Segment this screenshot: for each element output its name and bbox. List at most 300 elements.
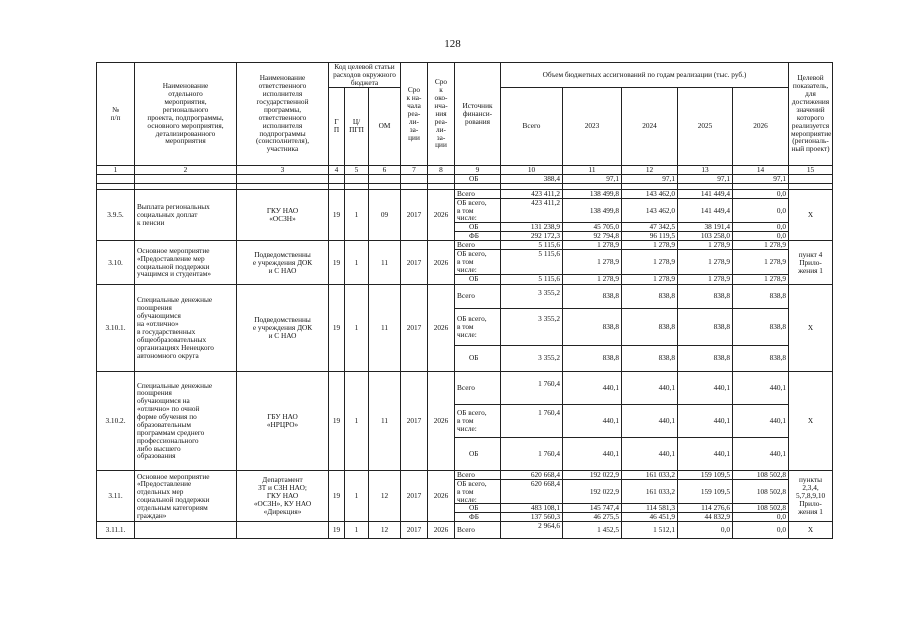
start-year-cell: 2017: [401, 189, 428, 241]
value-cell-2024: 1 278,9: [622, 241, 678, 250]
value-cell-2023: 145 747,4: [563, 504, 622, 513]
executor-cell: [237, 241, 329, 285]
value-cell-2026: 838,8: [733, 284, 789, 308]
source-cell: [455, 223, 501, 232]
gp-cell: 19: [329, 241, 345, 285]
header-start-line: за-: [409, 124, 419, 134]
measure-name-line: программам среднего: [137, 427, 205, 437]
header-start: [401, 63, 428, 166]
table-row: [97, 174, 833, 183]
om-cell: 11: [369, 241, 401, 285]
header-indicator-line: Целевой: [797, 73, 824, 83]
empty-cell: [135, 174, 237, 183]
om-cell: 12: [369, 470, 401, 522]
row-number: 3.10.2.: [97, 371, 135, 470]
end-year-cell: 2026: [428, 189, 455, 241]
header-end-line: око-: [434, 93, 448, 103]
measure-name-line: «отлично» по очной: [137, 404, 200, 414]
header-start-line: ции: [408, 132, 420, 142]
value-cell-2026: 1 278,9: [733, 250, 789, 275]
measure-name: [135, 522, 237, 539]
value-cell-2025: 159 109,5: [678, 470, 733, 479]
total-cell-line: 5 115,6: [538, 274, 560, 284]
header-executor-line: государственной: [256, 97, 309, 107]
total-cell: [501, 274, 563, 284]
header-indicator-line: которого: [796, 112, 825, 122]
header-indicator-line: реализуется: [791, 120, 830, 130]
value-cell-2026: 838,8: [733, 345, 789, 371]
gp-cell: 19: [329, 522, 345, 539]
total-cell-line: 2 964,6: [538, 521, 560, 531]
header-row: [97, 63, 833, 88]
value-cell-2024: 1 512,1: [622, 522, 678, 539]
start-year-cell: 2017: [401, 522, 428, 539]
header-gp: [329, 87, 345, 165]
header-executor-line: Наименование: [259, 73, 306, 83]
value-cell-2024: 96 119,5: [622, 232, 678, 241]
empty-cell: [401, 174, 428, 183]
value-cell-2025: 838,8: [678, 284, 733, 308]
executor-cell: [237, 522, 329, 539]
indicator-cell-line: пункт 4: [798, 249, 823, 259]
header-executor: [237, 63, 329, 166]
header-indicator-line: мероприятие: [791, 128, 832, 138]
value-cell-2026: 0,0: [733, 522, 789, 539]
executor-cell-line: «ОСЗН», КУ НАО: [253, 499, 312, 509]
column-number: 5: [345, 165, 369, 174]
value-cell-2025: 114 276,6: [678, 504, 733, 513]
indicator-cell-line: жения 1: [798, 506, 823, 516]
source-cell-line: ОБ всего,: [457, 314, 487, 324]
header-start-line: к на-: [406, 93, 422, 103]
total-cell-line: 131 238,9: [530, 222, 560, 232]
value-cell-2024: 838,8: [622, 284, 678, 308]
header-end-line: к: [439, 85, 443, 95]
measure-name-line: поощрения: [137, 388, 172, 398]
end-year-cell: 2026: [428, 470, 455, 522]
total-cell: 388,4: [501, 174, 563, 183]
value-cell-2024: 47 342,5: [622, 223, 678, 232]
total-cell: [501, 189, 563, 198]
value-cell-2026: 1 278,9: [733, 241, 789, 250]
source-cell-line: в том: [457, 415, 474, 425]
start-year-cell: 2017: [401, 241, 428, 285]
executor-cell: [237, 470, 329, 522]
header-end-line: нча-: [434, 101, 448, 110]
value-cell-2026: 0,0: [733, 198, 789, 223]
measure-name-line: отдельным категориям: [137, 503, 208, 512]
value-cell-2025: 440,1: [678, 371, 733, 404]
gp-cell: 19: [329, 470, 345, 522]
indicator-cell-line: Х: [807, 210, 814, 219]
value-cell-2023: 192 022,9: [563, 479, 622, 504]
total-cell: [501, 513, 563, 522]
header-code-group-line: расходов окружного: [333, 69, 396, 79]
budget-table: [96, 62, 833, 539]
header-code-group-line: Код целевой статьи: [334, 62, 395, 71]
header-2025: 2025: [678, 87, 733, 165]
total-cell-line: 3 355,2: [538, 314, 560, 324]
indicator-cell: [789, 371, 833, 470]
om-cell: 11: [369, 284, 401, 371]
value-cell-2024: 440,1: [622, 437, 678, 470]
pgp-cell: 1: [345, 470, 369, 522]
value-cell-2023: 92 794,8: [563, 232, 622, 241]
total-cell-line: [503, 214, 560, 222]
header-2023: 2023: [563, 87, 622, 165]
value-cell-2026: 838,8: [733, 308, 789, 345]
indicator-cell: [789, 284, 833, 371]
measure-name-line: отдельных мер: [137, 487, 184, 497]
value-cell-2025: 38 191,4: [678, 223, 733, 232]
page-number: 128: [444, 38, 461, 50]
total-cell-line: [503, 417, 560, 425]
measure-name-line: в государственных: [137, 326, 196, 336]
source-cell: [455, 189, 501, 198]
value-cell-2023: 1 452,5: [563, 522, 622, 539]
executor-cell: [237, 284, 329, 371]
value-cell-2023: 440,1: [563, 437, 622, 470]
header-executor-line: участника: [266, 144, 299, 154]
header-pgp-line: Ц/: [352, 117, 361, 127]
total-cell-line: [503, 296, 560, 304]
total-cell-line: [503, 266, 560, 274]
header-num-line: п/п: [110, 112, 121, 122]
header-code-group-line: бюджета: [350, 77, 379, 87]
header-pgp: [345, 87, 369, 165]
measure-name-line: общеобразовательных: [137, 334, 207, 344]
header-source-line: финанси-: [462, 108, 493, 118]
empty-cell: [329, 174, 345, 183]
header-executor-line: исполнителя: [262, 120, 303, 130]
value-cell-2025: 141 449,4: [678, 198, 733, 223]
value-cell-2024: 143 462,0: [622, 198, 678, 223]
empty-cell: [369, 174, 401, 183]
source-cell-line: числе:: [457, 265, 477, 274]
measure-name: [135, 470, 237, 522]
executor-cell-line: «Дирекция»: [263, 506, 302, 516]
executor-cell-line: е учреждения ДОК: [252, 257, 313, 267]
total-cell: [501, 404, 563, 437]
indicator-cell-line: Прило-: [799, 499, 822, 509]
table-row: [97, 241, 833, 250]
value-cell-2025: 838,8: [678, 308, 733, 345]
gp-cell: 19: [329, 284, 345, 371]
total-cell: [501, 223, 563, 232]
empty-cell: [237, 174, 329, 183]
indicator-cell: [789, 470, 833, 522]
header-executor-line: ответственного: [258, 81, 307, 91]
value-cell-2024: 838,8: [622, 345, 678, 371]
value-cell-2026: 0,0: [733, 232, 789, 241]
total-cell: [501, 479, 563, 504]
om-cell: 11: [369, 371, 401, 470]
measure-name-line: на «отлично»: [137, 319, 179, 328]
measure-name-line: социальной поддержки: [137, 495, 210, 505]
value-cell-2026: 440,1: [733, 404, 789, 437]
source-cell: [455, 470, 501, 479]
total-cell: [501, 522, 563, 539]
value-cell-2025: 1 278,9: [678, 274, 733, 284]
column-number: 7: [401, 165, 428, 174]
column-number-row: [97, 165, 833, 174]
indicator-cell: [789, 189, 833, 241]
column-number: 2: [135, 165, 237, 174]
end-year-cell: 2026: [428, 241, 455, 285]
column-number: 13: [678, 165, 733, 174]
total-cell-line: [503, 258, 560, 266]
source-cell-line: ФБ: [469, 231, 479, 241]
total-cell-line: [503, 488, 560, 496]
column-number: 6: [369, 165, 401, 174]
value-cell-2026: 97,1: [733, 174, 789, 183]
value-cell-2025: 44 832,9: [678, 513, 733, 522]
header-end-line: реа-: [434, 116, 448, 126]
value-cell-2026: 0,0: [733, 513, 789, 522]
total-cell-line: [503, 323, 560, 331]
header-start-line: Сро: [407, 85, 421, 95]
executor-cell-line: Подведомственны: [254, 249, 311, 259]
executor-cell-line: «НРЦРО»: [266, 419, 299, 429]
row-number: 3.11.1.: [97, 522, 135, 539]
header-name: [135, 63, 237, 166]
header-end-line: за-: [436, 132, 446, 142]
value-cell-2026: 1 278,9: [733, 274, 789, 284]
measure-name-line: Специальные денежные: [137, 380, 213, 390]
value-cell-2023: 138 499,8: [563, 189, 622, 198]
header-name-line: детализированного: [155, 128, 216, 138]
measure-name-line: Основное мероприятие: [137, 471, 210, 481]
source-cell-line: Всего: [457, 189, 475, 198]
executor-cell-line: ГБУ НАО: [267, 412, 298, 421]
source-cell-line: ОБ всего,: [457, 408, 487, 418]
measure-name-line: [137, 526, 234, 534]
empty-cell: [428, 174, 455, 183]
column-number: 14: [733, 165, 789, 174]
header-num-line: №: [112, 104, 119, 114]
pgp-cell: 1: [345, 522, 369, 539]
header-indicator-line: достижения: [791, 97, 830, 107]
value-cell-2024: 161 033,2: [622, 470, 678, 479]
header-executor-line: (соисполнителя),: [255, 136, 310, 146]
executor-cell-line: Департамент: [262, 475, 303, 485]
total-cell-line: 483 108,1: [530, 503, 560, 513]
source-cell: [455, 345, 501, 371]
executor-cell-line: ГКУ НАО: [266, 491, 299, 501]
measure-name-line: учащимся и студентам»: [137, 269, 212, 279]
row-number: 3.11.: [97, 470, 135, 522]
measure-name-line: Основное мероприятие: [137, 245, 210, 255]
source-cell-line: Всего: [457, 525, 475, 535]
column-number: 11: [563, 165, 622, 174]
total-cell: [501, 241, 563, 250]
source-cell-line: в том: [457, 257, 474, 267]
source-cell-line: в том: [457, 321, 474, 331]
source-cell-line: числе:: [457, 423, 477, 433]
table-row: [97, 189, 833, 198]
value-cell-2026: 440,1: [733, 437, 789, 470]
header-source: [455, 63, 501, 166]
total-cell: [501, 504, 563, 513]
end-year-cell: 2026: [428, 284, 455, 371]
header-indicator-line: показатель,: [792, 81, 829, 91]
value-cell-2024: 1 278,9: [622, 250, 678, 275]
empty-cell: [97, 174, 135, 183]
header-num: [97, 63, 135, 166]
total-cell: [501, 198, 563, 223]
source-cell-line: Всего: [457, 470, 475, 479]
indicator-cell-line: 2,3,4,: [802, 483, 819, 493]
value-cell-2025: 0,0: [678, 522, 733, 539]
header-gp-line: П: [333, 125, 340, 135]
source-cell-line: Всего: [457, 382, 475, 392]
source-cell: [455, 284, 501, 308]
value-cell-2023: 838,8: [563, 308, 622, 345]
pgp-cell: 1: [345, 371, 369, 470]
total-cell: [501, 284, 563, 308]
source-cell-line: ОБ: [469, 222, 479, 232]
source-cell-line: ОБ: [469, 448, 479, 458]
value-cell-2024: 838,8: [622, 308, 678, 345]
total-cell-line: [503, 530, 560, 538]
source-cell-line: ОБ: [469, 274, 479, 284]
measure-name-line: социальных доплат: [137, 210, 198, 219]
header-start-line: чала: [407, 101, 421, 110]
measure-name-line: образовательным: [137, 419, 191, 429]
measure-name-line: форме обучения по: [137, 412, 197, 421]
executor-cell-line: «ОСЗН»: [269, 213, 296, 223]
measure-name: [135, 241, 237, 285]
total-cell-line: [503, 207, 560, 215]
indicator-cell-line: жения 1: [798, 265, 823, 275]
total-cell: [501, 308, 563, 345]
header-end-line: Сро: [434, 77, 448, 87]
column-number: 9: [455, 165, 501, 174]
header-start-line: ли-: [409, 116, 419, 126]
executor-cell-line: ГКУ НАО: [266, 206, 299, 216]
executor-cell-line: ЗТ и СЗН НАО;: [258, 483, 307, 493]
total-cell-line: 3 355,2: [538, 287, 560, 297]
header-indicator-line: значений: [796, 104, 825, 114]
value-cell-2023: 838,8: [563, 284, 622, 308]
value-cell-2026: 108 502,8: [733, 479, 789, 504]
source-cell: [455, 404, 501, 437]
source-cell: [455, 232, 501, 241]
header-indicator-line: для: [805, 89, 816, 99]
measure-name-line: «Предоставление: [137, 479, 192, 489]
executor-cell-line: [239, 526, 326, 534]
value-cell-2024: 97,1: [622, 174, 678, 183]
source-cell-line: в том: [457, 205, 474, 215]
row-number: 3.9.5.: [97, 189, 135, 241]
total-cell-line: 423 411,2: [531, 198, 560, 207]
value-cell-2025: 838,8: [678, 345, 733, 371]
header-code-group: [329, 63, 401, 88]
measure-name-line: «Предоставление мер: [137, 253, 205, 263]
total-cell: [501, 232, 563, 241]
header-name-line: регионального: [162, 104, 209, 114]
header-executor-line: подпрограммы: [259, 128, 306, 138]
value-cell-2025: 159 109,5: [678, 479, 733, 504]
measure-name-line: профессионального: [137, 435, 199, 445]
measure-name: [135, 189, 237, 241]
source-cell: [455, 274, 501, 284]
gp-cell: 19: [329, 189, 345, 241]
indicator-cell-line: Х: [807, 525, 814, 535]
header-name-line: мероприятия: [165, 136, 206, 146]
header-executor-line: ответственного: [258, 112, 307, 122]
source-cell-line: ОБ: [469, 353, 479, 363]
total-cell-line: 292 172,3: [530, 231, 560, 241]
measure-name-line: Выплата региональных: [137, 202, 210, 212]
total-cell-line: 1 760,4: [538, 379, 560, 388]
total-cell: [501, 345, 563, 371]
value-cell-2025: 440,1: [678, 404, 733, 437]
empty-cell: [789, 174, 833, 183]
value-cell-2023: 440,1: [563, 404, 622, 437]
value-cell-2026: 440,1: [733, 371, 789, 404]
pgp-cell: 1: [345, 241, 369, 285]
measure-name-line: либо высшего: [137, 443, 181, 453]
source-cell: [455, 308, 501, 345]
header-name-line: отдельного: [168, 89, 203, 99]
measure-name-line: автономного округа: [137, 350, 199, 360]
total-cell-line: 620 668,4: [530, 479, 560, 488]
source-cell-line: числе:: [457, 494, 477, 504]
header-end-line: ции: [435, 140, 447, 150]
header-name-line: мероприятия,: [164, 97, 207, 107]
value-cell-2023: 1 278,9: [563, 274, 622, 284]
value-cell-2023: 192 022,9: [563, 470, 622, 479]
value-cell-2026: 108 502,8: [733, 504, 789, 513]
total-cell: [501, 437, 563, 470]
header-name-line: Наименование: [162, 81, 209, 91]
value-cell-2026: 108 502,8: [733, 470, 789, 479]
executor-cell: [237, 189, 329, 241]
total-cell-line: 1 760,4: [538, 448, 560, 458]
row-number: 3.10.1.: [97, 284, 135, 371]
total-cell-line: 423 411,2: [531, 189, 560, 198]
pgp-cell: 1: [345, 284, 369, 371]
header-indicator-line: ный проект): [791, 144, 830, 154]
column-number: 4: [329, 165, 345, 174]
source-cell: [455, 504, 501, 513]
total-cell-line: 3 355,2: [538, 353, 560, 363]
measure-name-line: организациях Ненецкого: [137, 342, 214, 352]
source-cell: [455, 522, 501, 539]
value-cell-2026: 0,0: [733, 223, 789, 232]
header-name-line: проекта, подпрограммы,: [147, 112, 224, 122]
total-cell-line: 1 760,4: [538, 408, 560, 418]
table-row: [97, 371, 833, 404]
total-cell: [501, 470, 563, 479]
source-cell: [455, 241, 501, 250]
table-row: [97, 470, 833, 479]
value-cell-2025: 1 278,9: [678, 250, 733, 275]
header-pgp-line: ПГП: [349, 125, 364, 135]
total-cell-line: [503, 496, 560, 504]
executor-cell-line: и С НАО: [268, 330, 297, 340]
table-row: [97, 522, 833, 539]
source-cell: ОБ: [455, 174, 501, 183]
indicator-cell-line: пункты: [799, 475, 823, 485]
header-total: Всего: [501, 87, 563, 165]
start-year-cell: 2017: [401, 371, 428, 470]
total-cell-line: [503, 331, 560, 339]
value-cell-2023: 138 499,8: [563, 198, 622, 223]
total-cell-line: [503, 425, 560, 433]
column-number: 8: [428, 165, 455, 174]
